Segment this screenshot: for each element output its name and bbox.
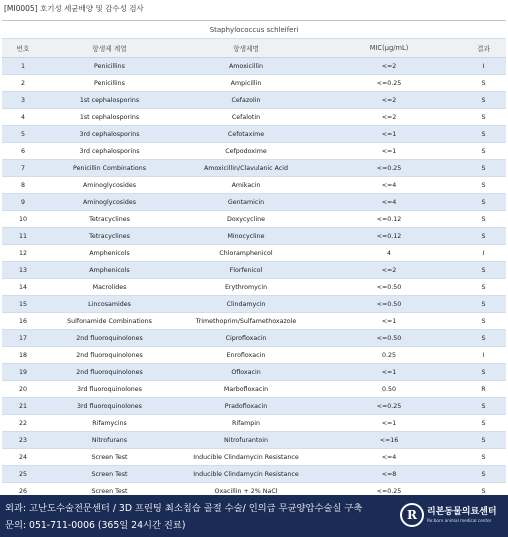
table-row (2, 313, 506, 330)
cell-drug: Nitrofurantoin (175, 432, 317, 449)
cell-drug: Oxacillin + 2% NaCl (175, 483, 317, 500)
table-body (2, 58, 506, 500)
report-title: [MI0005] 호기성 세균배양 및 감수성 검사 (4, 4, 144, 13)
cell-class: Amphenicols (44, 262, 175, 279)
table-row (2, 330, 506, 347)
table-row (2, 262, 506, 279)
cell-result: S (461, 211, 506, 228)
cell-number: 10 (2, 211, 44, 228)
cell-mic: <=2 (317, 109, 461, 126)
cell-mic: 0.25 (317, 347, 461, 364)
cell-mic: <=8 (317, 466, 461, 483)
cell-mic: <=0.25 (317, 483, 461, 500)
organism-name: Staphylococcus schleiferi (2, 21, 506, 39)
table-row (2, 364, 506, 381)
cell-result: S (461, 313, 506, 330)
cell-class: Macrolides (44, 279, 175, 296)
table-row (2, 160, 506, 177)
cell-class: Screen Test (44, 466, 175, 483)
cell-mic: 0.50 (317, 381, 461, 398)
cell-number: 2 (2, 75, 44, 92)
cell-number: 21 (2, 398, 44, 415)
cell-drug: Erythromycin (175, 279, 317, 296)
cell-class: Aminoglycosides (44, 177, 175, 194)
table-row (2, 296, 506, 313)
cell-result: S (461, 160, 506, 177)
table-row (2, 194, 506, 211)
cell-number: 15 (2, 296, 44, 313)
cell-result: S (461, 466, 506, 483)
cell-number: 1 (2, 58, 44, 75)
footer-services-text: 외과: 고난도수술전문센터 / 3D 프린팅 최소침습 골절 수술/ 인의급 무균양압수술실 구축 (5, 503, 363, 514)
susceptibility-table (2, 20, 506, 500)
cell-mic: <=2 (317, 262, 461, 279)
column-header-number: 번호 (2, 39, 44, 58)
logo-name: 리본동물의료센터 (427, 507, 497, 517)
cell-number: 24 (2, 449, 44, 466)
table-row (2, 228, 506, 245)
cell-result: S (461, 177, 506, 194)
table-row (2, 75, 506, 92)
cell-result: S (461, 75, 506, 92)
cell-class: 2nd fluoroquinolones (44, 330, 175, 347)
cell-mic: <=1 (317, 415, 461, 432)
table-row (2, 415, 506, 432)
cell-drug: Chloramphenicol (175, 245, 317, 262)
cell-drug: Enrofloxacin (175, 347, 317, 364)
cell-class: Screen Test (44, 483, 175, 500)
cell-mic: <=4 (317, 449, 461, 466)
table-row (2, 449, 506, 466)
cell-result: S (461, 432, 506, 449)
column-header-drug: 항생제명 (175, 39, 317, 58)
cell-drug: Clindamycin (175, 296, 317, 313)
cell-number: 13 (2, 262, 44, 279)
footer-banner (0, 495, 508, 537)
cell-number: 8 (2, 177, 44, 194)
cell-result: S (461, 296, 506, 313)
cell-drug: Minocycline (175, 228, 317, 245)
cell-mic: <=1 (317, 143, 461, 160)
cell-result: R (461, 381, 506, 398)
cell-drug: Amoxicillin/Clavulanic Acid (175, 160, 317, 177)
cell-class: Tetracyclines (44, 211, 175, 228)
footer-contact-text: 문의: 051-711-0006 (365일 24시간 진료) (5, 520, 186, 531)
cell-mic: <=2 (317, 58, 461, 75)
cell-result: S (461, 279, 506, 296)
table-row (2, 398, 506, 415)
cell-mic: <=2 (317, 92, 461, 109)
cell-number: 14 (2, 279, 44, 296)
cell-drug: Ciprofloxacin (175, 330, 317, 347)
table-row (2, 143, 506, 160)
table-row (2, 466, 506, 483)
cell-number: 23 (2, 432, 44, 449)
cell-class: Amphenicols (44, 245, 175, 262)
cell-class: 1st cephalosporins (44, 109, 175, 126)
cell-class: Screen Test (44, 449, 175, 466)
cell-class: 3rd cephalosporins (44, 126, 175, 143)
cell-drug: Amikacin (175, 177, 317, 194)
cell-drug: Ampicillin (175, 75, 317, 92)
cell-drug: Trimethoprim/Sulfamethoxazole (175, 313, 317, 330)
cell-class: Tetracyclines (44, 228, 175, 245)
table-row (2, 126, 506, 143)
cell-result: I (461, 347, 506, 364)
column-header-result: 결과 (461, 39, 506, 58)
cell-class: 2nd fluoroquinolones (44, 364, 175, 381)
cell-number: 4 (2, 109, 44, 126)
cell-result: S (461, 262, 506, 279)
cell-mic: <=0.25 (317, 160, 461, 177)
cell-drug: Gentamicin (175, 194, 317, 211)
cell-mic: <=0.12 (317, 228, 461, 245)
table-row (2, 58, 506, 75)
cell-number: 6 (2, 143, 44, 160)
cell-result: S (461, 364, 506, 381)
cell-mic: 4 (317, 245, 461, 262)
cell-number: 5 (2, 126, 44, 143)
cell-number: 7 (2, 160, 44, 177)
column-header-class: 항생제 계열 (44, 39, 175, 58)
cell-class: Nitrofurans (44, 432, 175, 449)
column-header-mic: MIC(μg/mL) (317, 39, 461, 58)
cell-number: 19 (2, 364, 44, 381)
cell-mic: <=0.50 (317, 296, 461, 313)
cell-class: 3rd fluoroquinolones (44, 398, 175, 415)
cell-mic: <=1 (317, 126, 461, 143)
cell-mic: <=4 (317, 194, 461, 211)
cell-drug: Pradofloxacin (175, 398, 317, 415)
cell-class: Lincosamides (44, 296, 175, 313)
cell-drug: Cefpodoxime (175, 143, 317, 160)
cell-drug: Doxycycline (175, 211, 317, 228)
cell-class: Penicillins (44, 75, 175, 92)
cell-drug: Cefazolin (175, 92, 317, 109)
cell-number: 18 (2, 347, 44, 364)
cell-number: 22 (2, 415, 44, 432)
logo-emblem-icon: R (400, 503, 424, 527)
cell-mic: <=1 (317, 364, 461, 381)
table-row (2, 211, 506, 228)
cell-number: 25 (2, 466, 44, 483)
cell-result: S (461, 483, 506, 500)
cell-class: 3rd fluoroquinolones (44, 381, 175, 398)
cell-class: Penicillins (44, 58, 175, 75)
cell-drug: Inducible Clindamycin Resistance (175, 449, 317, 466)
cell-result: S (461, 415, 506, 432)
cell-number: 12 (2, 245, 44, 262)
cell-drug: Amoxicillin (175, 58, 317, 75)
table-row (2, 381, 506, 398)
cell-class: 1st cephalosporins (44, 92, 175, 109)
cell-drug: Inducible Clindamycin Resistance (175, 466, 317, 483)
cell-mic: <=0.25 (317, 75, 461, 92)
table-row (2, 245, 506, 262)
cell-class: Sulfonamide Combinations (44, 313, 175, 330)
cell-number: 17 (2, 330, 44, 347)
cell-drug: Cefotaxime (175, 126, 317, 143)
cell-class: Aminoglycosides (44, 194, 175, 211)
table-row (2, 279, 506, 296)
cell-class: 2nd fluoroquinolones (44, 347, 175, 364)
cell-drug: Cefalotin (175, 109, 317, 126)
cell-class: Rifamycins (44, 415, 175, 432)
cell-class: Penicillin Combinations (44, 160, 175, 177)
table-row (2, 347, 506, 364)
cell-mic: <=0.25 (317, 398, 461, 415)
cell-result: S (461, 109, 506, 126)
cell-number: 16 (2, 313, 44, 330)
cell-result: S (461, 92, 506, 109)
table-row (2, 109, 506, 126)
table-row (2, 92, 506, 109)
cell-result: S (461, 143, 506, 160)
cell-drug: Marbofloxacin (175, 381, 317, 398)
cell-result: S (461, 330, 506, 347)
cell-drug: Ofloxacin (175, 364, 317, 381)
cell-number: 3 (2, 92, 44, 109)
cell-result: S (461, 126, 506, 143)
cell-result: S (461, 449, 506, 466)
table-row (2, 177, 506, 194)
cell-result: S (461, 194, 506, 211)
cell-mic: <=4 (317, 177, 461, 194)
cell-result: S (461, 228, 506, 245)
cell-result: I (461, 58, 506, 75)
cell-drug: Rifampin (175, 415, 317, 432)
cell-mic: <=0.50 (317, 279, 461, 296)
cell-result: I (461, 245, 506, 262)
cell-number: 9 (2, 194, 44, 211)
table-row (2, 432, 506, 449)
cell-number: 26 (2, 483, 44, 500)
cell-result: S (461, 398, 506, 415)
cell-mic: <=16 (317, 432, 461, 449)
cell-drug: Florfenicol (175, 262, 317, 279)
logo-subtitle: Re:born animal medical center (427, 518, 492, 523)
cell-number: 20 (2, 381, 44, 398)
cell-class: 3rd cephalosporins (44, 143, 175, 160)
cell-mic: <=0.12 (317, 211, 461, 228)
cell-number: 11 (2, 228, 44, 245)
cell-mic: <=1 (317, 313, 461, 330)
cell-mic: <=0.50 (317, 330, 461, 347)
clinic-logo (400, 501, 506, 531)
